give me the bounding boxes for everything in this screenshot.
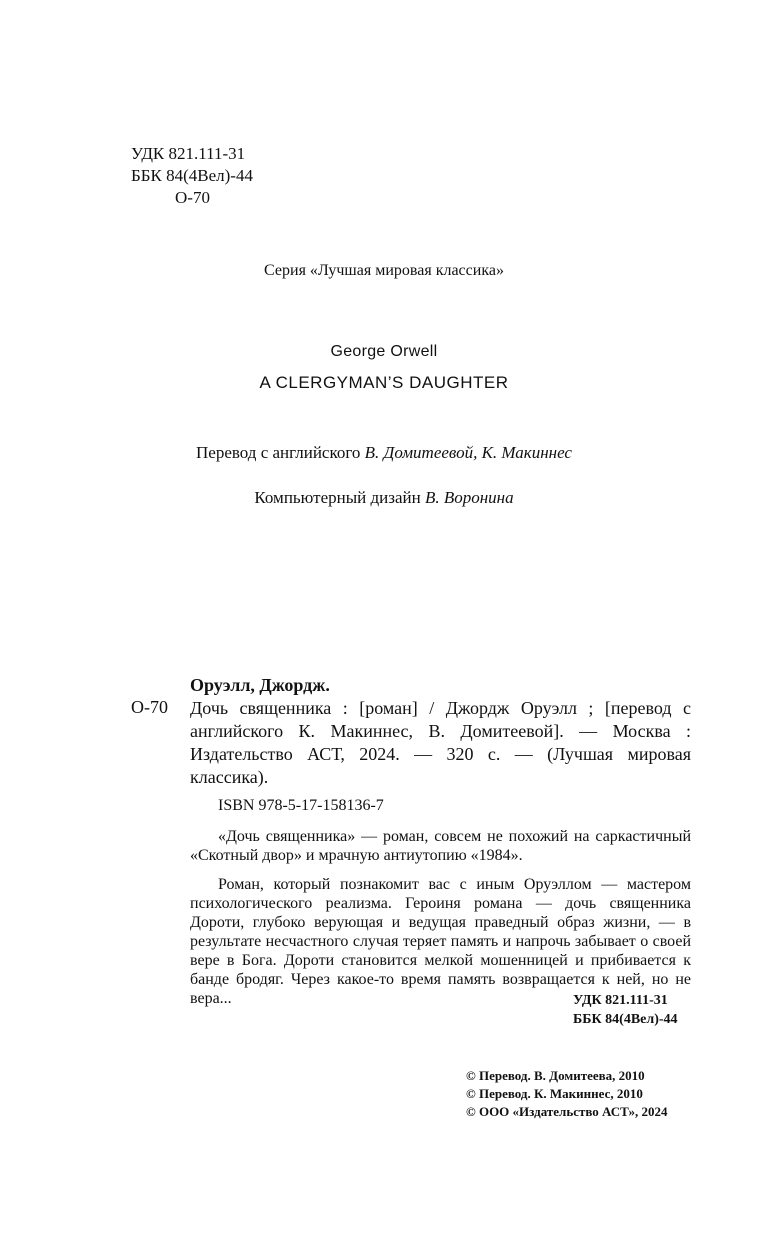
translators: В. Домитеевой, К. Макиннес	[364, 443, 572, 462]
annotation-paragraph: «Дочь священника» — роман, совсем не похожий на саркастичный «Скотный двор» и мрачную антиутопию «1984».	[190, 828, 691, 864]
catalog-udk: УДК 821.111-31	[573, 993, 668, 1008]
design-label: Компьютерный дизайн	[254, 488, 421, 507]
original-title: A CLERGYMAN’S DAUGHTER	[259, 373, 509, 392]
catalog-description: Дочь священника : [роман] / Джордж Оруэлл ; [перевод с английского К. Макиннес, В. Домитеевой]. — Москва : Издательство АСТ, 2024. — 320 с. — (Лучшая мировая классика).	[190, 698, 691, 787]
header-bbk: ББК 84(4Вел)-44	[131, 166, 253, 185]
isbn: ISBN 978-5-17-158136-7	[218, 797, 384, 814]
catalog-author: Оруэлл, Джордж.	[190, 675, 330, 695]
designer: В. Воронина	[424, 488, 514, 507]
catalog-code: О-70	[131, 697, 168, 717]
copyright-line: © Перевод. В. Домитеева, 2010	[466, 1068, 645, 1083]
original-author: George Orwell	[330, 343, 438, 360]
header-udk: УДК 821.111-31	[131, 144, 246, 163]
copyright-line: © ООО «Издательство АСТ», 2024	[466, 1104, 668, 1119]
catalog-classification	[573, 991, 678, 1029]
design-credit	[0, 488, 768, 508]
series-name: Серия «Лучшая мировая классика»	[264, 262, 504, 279]
copyright-line: © Перевод. К. Макиннес, 2010	[466, 1086, 643, 1101]
header-classification	[131, 143, 253, 209]
catalog-bbk: ББК 84(4Вел)-44	[573, 1012, 678, 1027]
header-author-code: О-70	[175, 188, 210, 207]
translation-label: Перевод с английского	[196, 443, 361, 462]
translation-credit	[0, 443, 768, 463]
copyright-block	[466, 1067, 668, 1121]
annotation-paragraph: Роман, который познакомит вас с иным Оруэллом — мастером психологического реализма. Героиня романа — дочь священника Дороти, глубоко верующая и ведущая праведный образ жизни, — в результате несчастного случая теряет память и напрочь забывает о своей вере в Бога. Дороти становится мелкой мошенницей и прибивается к банде бродяг. Через какое-то время память возвращается к ней, но не вера...	[190, 876, 691, 1007]
